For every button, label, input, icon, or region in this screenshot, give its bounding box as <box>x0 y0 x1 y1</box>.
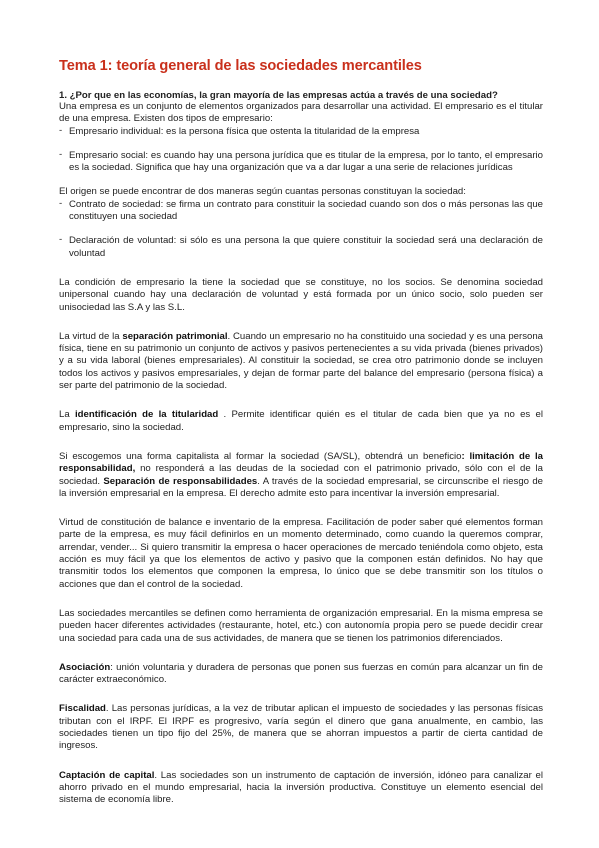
virtud-paragraph: Virtud de constitución de balance e inventario de la empresa. Facilitación de poder saber qué elementos forman parte de la empresa, es muy fácil definirlos en un momento determinado, como cuando la queremos comprar, arrendar, vender... Si quiero transmitir la empresa o hacer operaciones de mercado teniéndola como objeto, esta acción es muy fácil ya que los elementos de activo y pasivo que la componen están definidos. No hay que transmitir todos los elementos que componen la empresa, lo único que se debe transmitir son los títulos o acciones que dan el control de la sociedad. <box>59 517 543 590</box>
term-bold: : limitación de la responsabilidad, <box>59 450 543 475</box>
term-bold: identificación de la titularidad <box>74 409 219 421</box>
asociacion-paragraph: Asociación: unión voluntaria y duradera de personas que ponen sus fuerzas en común para alcanzar un fin de carácter extraeconómico. <box>59 661 543 686</box>
list-item: - Empresario social: es cuando hay una persona jurídica que es titular de la empresa, por lo tanto, el empresario es la sociedad. Significa que hay una organización que va a dar lugar a una serie de relaciones jurídicas <box>59 150 543 175</box>
origen-list <box>59 199 543 260</box>
condicion-paragraph: La condición de empresario la tiene la sociedad que se constituye, no los socios. Se denomina sociedad unipersonal cuando hay una declaración de voluntad y está formada por un único socio, solo pueden ser unisociedad las S.A y las S.L. <box>59 276 543 313</box>
page-title: Tema 1: teoría general de las sociedades mercantiles <box>59 58 422 74</box>
term-bold: Asociación <box>59 661 111 673</box>
term-bold: Separación de responsabilidades <box>103 475 258 487</box>
list-item: - Declaración de voluntad: si sólo es una persona la que quiere constituir la sociedad será una declaración de voluntad <box>59 235 543 260</box>
captacion-paragraph: Captación de capital. Las sociedades son un instrumento de captación de inversión, idóneo para canalizar el ahorro privado en el mundo empresarial, hacia la inversión productiva. Constituye un elemento esencial del sistema de economía libre. <box>59 769 543 806</box>
fiscalidad-paragraph: Fiscalidad. Las personas jurídicas, a la vez de tributar aplican el impuesto de sociedades y las personas físicas tributan con el IRPF. El IRPF es progresivo, varía según el dinero que gana anualmente, en cambio, las sociedades tienen un tipo fijo del 25%, de manera que se ahorran impuestos a partir de cierta cantidad de ingresos. <box>59 703 543 752</box>
term-bold: Captación de capital <box>59 769 155 781</box>
term-bold: separación patrimonial <box>122 330 228 342</box>
list-item: - Contrato de sociedad: se firma un contrato para constituir la sociedad cuando son dos o más personas las que constituyen una sociedad <box>59 199 543 224</box>
identificacion-paragraph: La identificación de la titularidad . Permite identificar quién es el titular de cada bien que ya no es el empresario, sino la sociedad. <box>59 409 543 433</box>
intro-paragraph: Una empresa es un conjunto de elementos organizados para desarrollar una actividad. El empresario es el titular de una empresa. Existen dos tipos de empresario: <box>59 101 543 125</box>
empresario-types-list <box>59 126 543 175</box>
limitacion-paragraph: Si escogemos una forma capitalista al formar la sociedad (SA/SL), obtendrá un beneficio: limitación de la responsabilidad, no responderá a las deudas de la sociedad con el patrimonio privado, sólo con el de la sociedad. Separación de responsabilidades. A través de la sociedad empresarial, se circunscribe el riesgo de la inversión empresarial en la empresa. El derecho admite esto para incentivar la inversión empresarial. <box>59 450 543 499</box>
list-item: - Empresario individual: es la persona física que ostenta la titularidad de la empresa <box>59 126 543 138</box>
mercantiles-paragraph: Las sociedades mercantiles se definen como herramienta de organización empresarial. En la misma empresa se pueden hacer diferentes actividades (restaurante, hotel, etc.) con autonomía propia pero se puede decidir crear una sociedad para cada una de sus actividades, de manera que se tienen los patrimonios diferenciados. <box>59 607 543 644</box>
term-bold: Fiscalidad <box>59 703 106 715</box>
question-heading: 1. ¿Por que en las economías, la gran mayoría de las empresas actúa a través de una sociedad? <box>59 90 498 101</box>
origen-paragraph: El origen se puede encontrar de dos maneras según cuantas personas constituyan la sociedad: <box>59 186 466 198</box>
separacion-paragraph: La virtud de la separación patrimonial. Cuando un empresario no ha constituido una sociedad y es una persona física, tiene en su patrimonio un conjunto de activos y pasivos pertenecientes a su vida privada (bienes privados) y a su vida laboral (bienes empresariales). Al constituir la sociedad, se crea otro patrimonio donde se incluyen todos los activos y pasivos empresariales, y dejan de formar parte del balance del empresario (persona física) a ser parte del patrimonio de la sociedad. <box>59 330 544 392</box>
